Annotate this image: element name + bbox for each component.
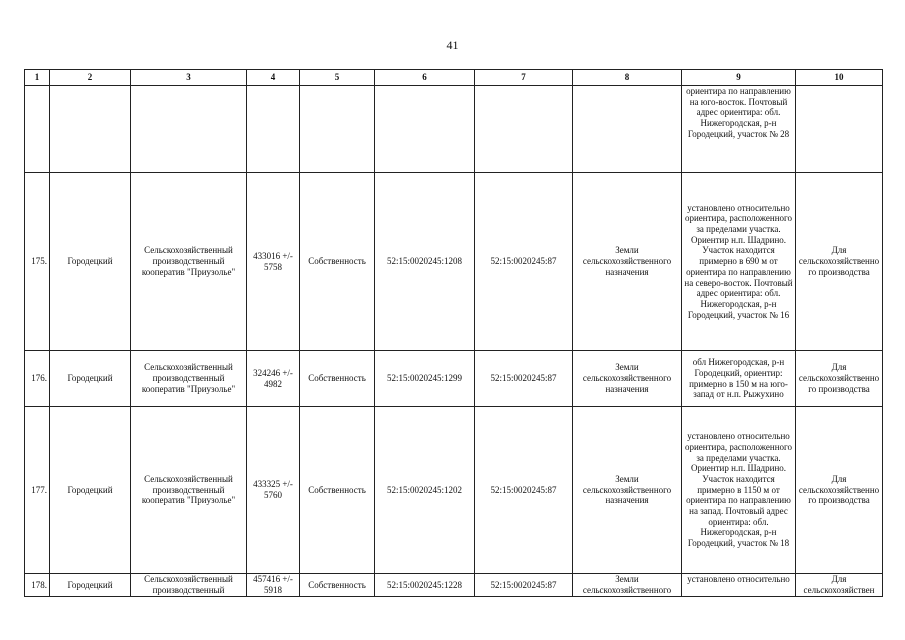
area-cell: 457416 +/- 5918 xyxy=(247,574,300,597)
category-cell: Земли сельскохозяйственного назначения xyxy=(573,351,682,407)
row-number xyxy=(25,86,50,173)
location-cell: установлено относительно ориентира, расположенного за пределами участка. Ориентир н.п. Шадрино. Участок находится примерно в 1150 м от ориентира по направлению на запад. Почтовый адрес ориентира: обл. Нижегородская, р-н Городецкий, участок № 18 xyxy=(682,407,796,574)
column-header: 6 xyxy=(375,70,475,86)
use-cell: Для сельскохозяйственного производства xyxy=(796,351,883,407)
district-cell: Городецкий xyxy=(50,407,131,574)
area-cell: 433325 +/- 5760 xyxy=(247,407,300,574)
right-cell: Собственность xyxy=(300,407,375,574)
owner-cell: Сельскохозяйственный производственный xyxy=(131,574,247,597)
category-cell: Земли сельскохозяйственного назначения xyxy=(573,407,682,574)
table-row xyxy=(25,173,883,351)
owner-cell: Сельскохозяйственный производственный кооператив "Приузолье" xyxy=(131,407,247,574)
category-cell: Земли сельскохозяйственного xyxy=(573,574,682,597)
page-number: 41 xyxy=(446,38,459,52)
location-cell: ориентира по направлению на юго-восток. Почтовый адрес ориентира: обл. Нижегородская, р-н Городецкий, участок № 28 xyxy=(682,86,796,173)
use-cell: Для сельскохозяйственного производства xyxy=(796,173,883,351)
cadastral-cell: 52:15:0020245:1299 xyxy=(375,351,475,407)
register-table xyxy=(24,69,883,597)
table-row xyxy=(25,86,883,173)
column-header: 2 xyxy=(50,70,131,86)
column-header: 5 xyxy=(300,70,375,86)
table-row xyxy=(25,351,883,407)
parent-cadastral-cell: 52:15:0020245:87 xyxy=(475,351,573,407)
area-cell: 433016 +/- 5758 xyxy=(247,173,300,351)
right-cell: Собственность xyxy=(300,574,375,597)
owner-cell: Сельскохозяйственный производственный кооператив "Приузолье" xyxy=(131,351,247,407)
column-header: 3 xyxy=(131,70,247,86)
row-number: 177. xyxy=(25,407,50,574)
area-cell: 324246 +/- 4982 xyxy=(247,351,300,407)
category-cell xyxy=(573,86,682,173)
header-row xyxy=(25,70,883,86)
location-cell: установлено относительно ориентира, расположенного за пределами участка. Ориентир н.п. Шадрино. Участок находится примерно в 690 м от ориентира по направлению на северо-восток. Почтовый адрес ориентира: обл. Нижегородская, р-н Городецкий, участок № 16 xyxy=(682,173,796,351)
district-cell: Городецкий xyxy=(50,173,131,351)
use-cell: Для сельскохозяйствен xyxy=(796,574,883,597)
district-cell xyxy=(50,86,131,173)
category-cell: Земли сельскохозяйственного назначения xyxy=(573,173,682,351)
row-number: 176. xyxy=(25,351,50,407)
parent-cadastral-cell xyxy=(475,86,573,173)
column-header: 1 xyxy=(25,70,50,86)
table-row xyxy=(25,407,883,574)
column-header: 7 xyxy=(475,70,573,86)
use-cell: Для сельскохозяйственного производства xyxy=(796,407,883,574)
column-header: 10 xyxy=(796,70,883,86)
parent-cadastral-cell: 52:15:0020245:87 xyxy=(475,574,573,597)
right-cell: Собственность xyxy=(300,173,375,351)
parent-cadastral-cell: 52:15:0020245:87 xyxy=(475,173,573,351)
column-header: 8 xyxy=(573,70,682,86)
cadastral-cell: 52:15:0020245:1202 xyxy=(375,407,475,574)
use-cell xyxy=(796,86,883,173)
location-cell: обл Нижегородская, р-н Городецкий, ориентир: примерно в 150 м на юго-запад от н.п. Рыжухино xyxy=(682,351,796,407)
cadastral-cell: 52:15:0020245:1208 xyxy=(375,173,475,351)
district-cell: Городецкий xyxy=(50,351,131,407)
row-number: 178. xyxy=(25,574,50,597)
row-number: 175. xyxy=(25,173,50,351)
column-header: 4 xyxy=(247,70,300,86)
cadastral-cell: 52:15:0020245:1228 xyxy=(375,574,475,597)
area-cell xyxy=(247,86,300,173)
district-cell: Городецкий xyxy=(50,574,131,597)
parent-cadastral-cell: 52:15:0020245:87 xyxy=(475,407,573,574)
column-header: 9 xyxy=(682,70,796,86)
right-cell: Собственность xyxy=(300,351,375,407)
table-row xyxy=(25,574,883,597)
right-cell xyxy=(300,86,375,173)
location-cell: установлено относительно xyxy=(682,574,796,597)
cadastral-cell xyxy=(375,86,475,173)
owner-cell: Сельскохозяйственный производственный кооператив "Приузолье" xyxy=(131,173,247,351)
owner-cell xyxy=(131,86,247,173)
